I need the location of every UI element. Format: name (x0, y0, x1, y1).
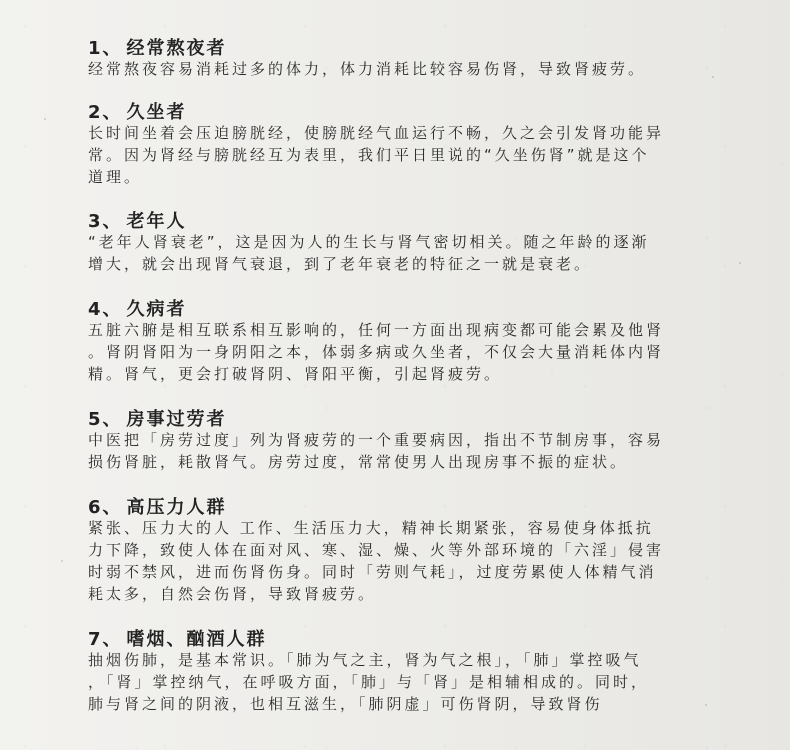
section-number: 5、 (88, 409, 123, 430)
section-number: 1、 (88, 38, 123, 59)
body-line: 紧张、压力大的人 工作、生活压力大，精神长期紧张，容易使身体抵抗 (88, 519, 654, 537)
section-number: 3、 (88, 211, 123, 232)
section-body (88, 517, 728, 605)
section-heading (88, 625, 728, 649)
section-title: 房事过劳者 (126, 409, 227, 430)
body-line: 中医把「房劳过度」列为肾疲劳的一个重要病因，指出不节制房事，容易 (88, 431, 665, 449)
section-heading (88, 34, 728, 58)
body-line: 五脏六腑是相互联系相互影响的，任何一方面出现病变都可能会累及他肾 (88, 321, 665, 339)
body-line: “老年人肾衰老”，这是因为人的生长与肾气密切相关。随之年龄的逐渐 (88, 233, 650, 251)
section-title: 经常熬夜者 (126, 38, 227, 59)
paper-fleck (712, 76, 714, 78)
section-title: 久坐者 (126, 102, 187, 123)
body-line: 时弱不禁风，进而伤肾伤身。同时「劳则气耗」，过度劳累使人体精气消 (88, 563, 657, 581)
body-line: 。肾阴肾阳为一身阴阳之本，体弱多病或久坐者，不仅会大量消耗体内肾 (88, 343, 665, 361)
body-line: 耗太多，自然会伤肾，导致肾疲劳。 (88, 585, 377, 603)
body-line: ，「肾」掌控纳气，在呼吸方面，「肺」与「肾」是相辅相成的。同时， (88, 673, 650, 691)
section-number: 2、 (88, 102, 123, 123)
body-line: 肺与肾之间的阴液，也相互滋生，「肺阴虚」可伤肾阴，导致肾伤 (88, 695, 603, 713)
section-sexual-overwork (88, 405, 728, 473)
body-line: 道理。 (88, 168, 143, 186)
section-heading (88, 207, 728, 231)
body-line: 精。肾气，更会打破肾阴、肾阳平衡，引起肾疲劳。 (88, 365, 503, 383)
paper-fleck (705, 704, 707, 706)
paper-fleck (739, 262, 741, 264)
section-title: 老年人 (126, 211, 187, 232)
section-chronic-illness (88, 295, 728, 385)
body-line: 经常熬夜容易消耗过多的体力，体力消耗比较容易伤肾，导致肾疲劳。 (88, 60, 647, 78)
section-body (88, 58, 728, 80)
section-body (88, 319, 728, 385)
section-title: 嗜烟、酗酒人群 (126, 629, 267, 650)
body-line: 长时间坐着会压迫膀胱经，使膀胱经气血运行不畅，久之会引发肾功能异 (88, 124, 665, 142)
section-body (88, 429, 728, 473)
section-heading (88, 98, 728, 122)
paper-fleck (61, 560, 63, 562)
section-body (88, 649, 728, 715)
body-line: 力下降，致使人体在面对风、寒、湿、燥、火等外部环境的「六淫」侵害 (88, 541, 665, 559)
section-elderly (88, 207, 728, 275)
body-line: 增大，就会出现肾气衰退，到了老年衰老的特征之一就是衰老。 (88, 255, 593, 273)
section-title: 久病者 (126, 299, 187, 320)
body-line: 常。因为肾经与膀胱经互为表里，我们平日里说的“久坐伤肾”就是这个 (88, 146, 650, 164)
paper-fleck (44, 118, 46, 120)
section-heading (88, 493, 728, 517)
section-title: 高压力人群 (126, 497, 227, 518)
section-heading (88, 295, 728, 319)
section-smoking-drinking (88, 625, 728, 715)
section-late-night (88, 34, 728, 80)
section-high-pressure (88, 493, 728, 605)
section-body (88, 122, 728, 188)
body-line: 抽烟伤肺，是基本常识。「肺为气之主，肾为气之根」，「肺」掌控吸气 (88, 651, 642, 669)
section-number: 7、 (88, 629, 123, 650)
section-number: 6、 (88, 497, 123, 518)
section-number: 4、 (88, 299, 123, 320)
section-sitting (88, 98, 728, 188)
body-line: 损伤肾脏，耗散肾气。房劳过度，常常使男人出现房事不振的症状。 (88, 453, 629, 471)
section-heading (88, 405, 728, 429)
section-body (88, 231, 728, 275)
